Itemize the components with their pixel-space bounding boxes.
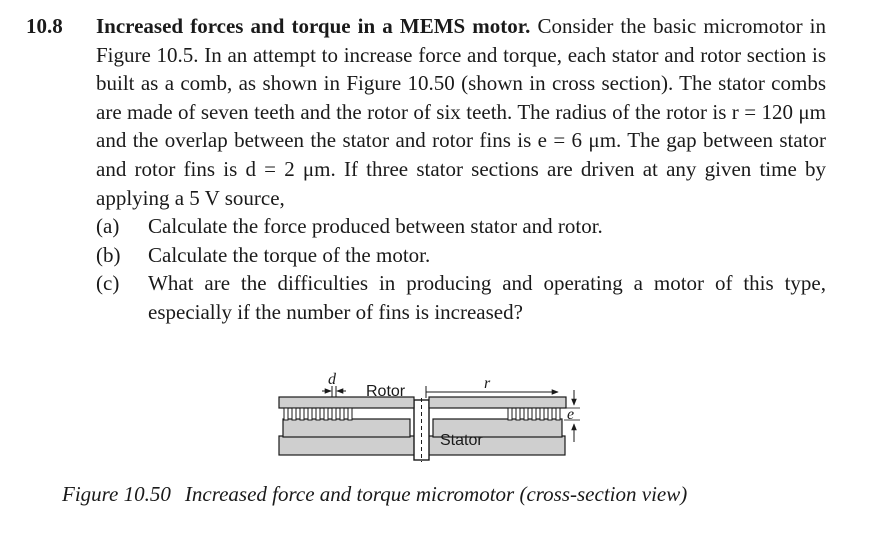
comb-left: [284, 408, 352, 420]
comb-right: [508, 408, 560, 420]
rotor-arm-right: [429, 397, 566, 408]
label-e: e: [567, 406, 575, 423]
label-stator: Stator: [440, 432, 483, 449]
part-text: Calculate the torque of the motor.: [148, 242, 431, 267]
label-rotor: Rotor: [366, 383, 406, 400]
part-label: (c): [96, 271, 120, 296]
caption-title: Increased force and torque micromotor (cross-section view): [184, 482, 688, 506]
part-label: (b): [96, 242, 121, 267]
part-text: What are the difficulties in producing and operating a motor of this type, especially if the number of fins is increased?: [148, 271, 826, 324]
part-label: (a): [96, 214, 120, 239]
problem-title: Increased forces and torque in a MEMS motor.: [96, 14, 531, 38]
problem-number: 10.8: [26, 14, 63, 38]
caption-number: Figure 10.50: [62, 482, 171, 506]
label-d: d: [328, 371, 336, 388]
problem-text: Consider the basic micromotor in Figure 10.5. In an attempt to increase force and torque, each stator and rotor section is built as a comb, as shown in Figure 10.50 (shown in cross section). The stator combs are made of seven teeth and the rotor of six teeth. The radius of the rotor is r = 120 μm and the overlap between the stator and rotor fins is e = 6 μm. The gap between stator and rotor fins is d = 2 μm. If three stator sections are driven at any given time by applying a 5 V source,: [96, 14, 826, 210]
part-text: Calculate the force produced between stator and rotor.: [148, 214, 603, 239]
stator-left: [283, 419, 410, 437]
figure-caption: [62, 482, 687, 507]
label-r: r: [484, 375, 491, 392]
